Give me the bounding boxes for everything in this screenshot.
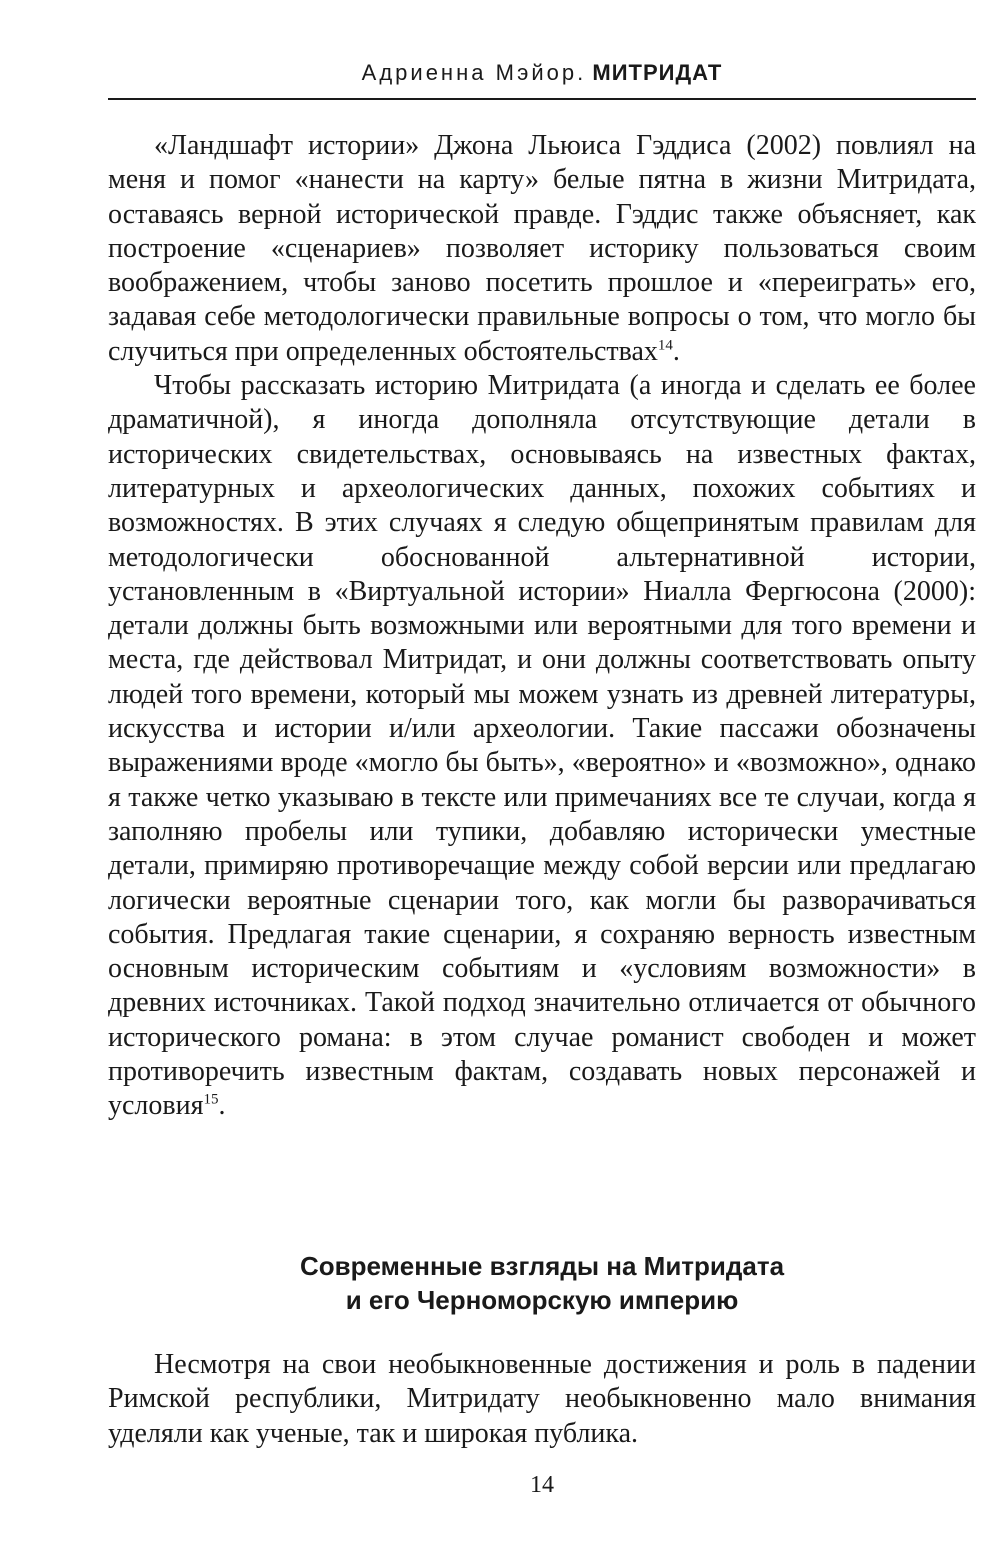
footnote-ref-14: 14 <box>657 337 673 354</box>
paragraph-1-end: . <box>672 335 680 367</box>
page-number: 14 <box>530 1472 554 1498</box>
paragraph-3: Несмотря на свои необыкновенные достижения и роль в падении Римской республики, Митридату необыкновенно мало внимания уделяли как ученые, так и широкая публика. <box>108 1349 976 1449</box>
paragraph-1-text: «Ландшафт истории» Джона Льюиса Гэддиса (2002) повлиял на меня и помог «нанести на карту» белые пятна в жизни Митридата, оставаясь верной исторической правде. Гэддис также объясняет, как построение «сценариев» позволяет историку пользоваться своим воображением, чтобы заново посетить прошлое и «переиграть» его, задавая себе методологически правильные вопросы о том, что могло бы случиться при определенных обстоятельствах <box>108 130 976 367</box>
header-title: МИТРИДАТ <box>592 60 723 85</box>
header-rule <box>108 98 976 100</box>
footnote-ref-15: 15 <box>203 1091 219 1108</box>
section-heading-line-1: Современные взгляды на Митридата <box>299 1251 785 1281</box>
header-author: Адриенна Мэйор. <box>361 60 587 85</box>
paragraph-2-text: Чтобы рассказать историю Митридата (а иногда и сделать ее более драматичной), я иногда дополняла отсутствующие детали в исторических свидетельствах, основываясь на известных фактах, литературных и археологических данных, похожих событиях и возможностях. В этих случаях я следую общепринятым правилам для методологически обоснованной альтернативной истории, установленным в «Виртуальной истории» Ниалла Фергюсона (2000): детали должны быть возможными или вероятными для того времени и места, где действовал Митридат, и они должны соответствовать опыту людей того времени, который мы можем узнать из древней литературы, искусства и истории и/или археологии. Такие пассажи обозначены выражениями вроде «могло бы быть», «вероятно» и «возможно», однако я также четко указываю в тексте или примечаниях все те случаи, когда я заполняю пробелы или тупики, добавляю исторически уместные детали, примиряю противоречащие между собой версии или предлагаю логически вероятные сценарии того, как могли бы разворачиваться события. Предлагая такие сценарии, я сохраняю верность известным основным историческим событиям и «условиям возможности» в древних источниках. Такой подход значительно отличается от обычного исторического романа: в этом случае романист свободен и может противоречить известным фактам, создавать новых персонажей и условия <box>108 370 976 1122</box>
main-text <box>108 129 976 1124</box>
paragraph-1 <box>108 129 976 369</box>
section-heading <box>108 1249 976 1317</box>
paragraph-2 <box>108 369 976 1124</box>
paragraph-2-end: . <box>218 1090 226 1122</box>
section-text <box>108 1348 976 1451</box>
section-heading-line-2: и его Черноморскую империю <box>345 1285 739 1315</box>
running-header <box>108 58 976 88</box>
